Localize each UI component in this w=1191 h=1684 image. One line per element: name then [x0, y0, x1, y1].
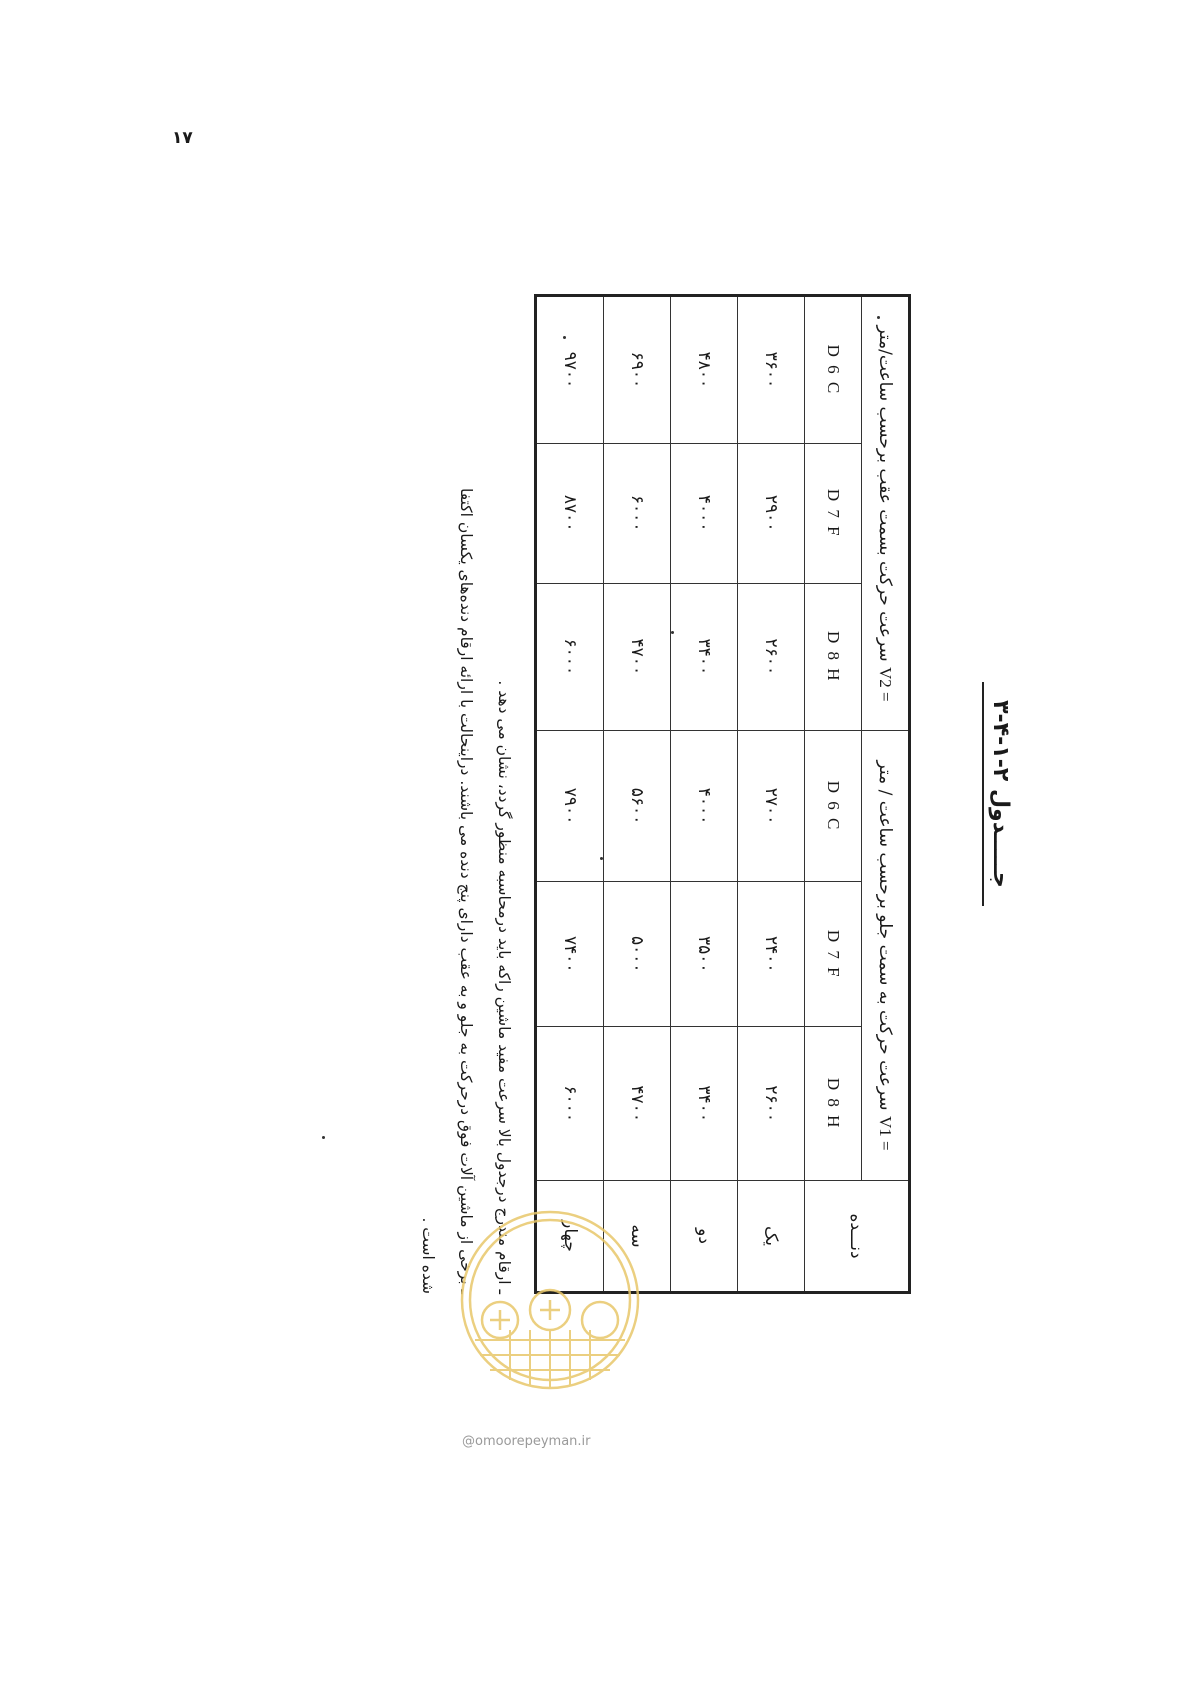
column-header: D 6 C — [805, 731, 862, 882]
column-header: D 8 H — [805, 583, 862, 731]
table-cell: ۸۷۰۰ — [536, 443, 604, 583]
table-cell: ۳۶۰۰ — [738, 296, 805, 444]
table-cell: ۴۷۰۰ — [604, 583, 671, 731]
notes — [409, 294, 523, 1294]
v2-symbol: V2 = — [876, 666, 895, 702]
caption-text: جـــــدول ۲-۱-۴-۳ — [982, 682, 1013, 906]
table-cell: ۹۷۰۰ — [536, 296, 604, 444]
watermark-label: @omoorepeyman.ir — [462, 1434, 591, 1449]
column-header: D 6 C — [805, 296, 862, 444]
table-cell: ۶۹۰۰ — [604, 296, 671, 444]
column-header: D 7 F — [805, 882, 862, 1027]
scan-speck — [671, 631, 674, 634]
backward-speed-header — [862, 296, 910, 731]
table-cell: ۵۶۰۰ — [604, 731, 671, 882]
gear-cell: سه — [604, 1181, 671, 1293]
forward-speed-label: سرعت حرکت به سمت جلو برحسب ساعت / متر — [875, 760, 895, 1111]
speed-table — [534, 294, 911, 1294]
column-header: D 7 F — [805, 443, 862, 583]
table-cell: ۴۰۰۰ — [671, 443, 738, 583]
rotated-content — [363, 294, 1013, 1294]
table-cell: ۶۰۰۰ — [536, 583, 604, 731]
table-cell: ۶۰۰۰ — [536, 1027, 604, 1181]
scan-speck — [600, 857, 603, 860]
gear-cell: دو — [671, 1181, 738, 1293]
v1-symbol: V1 = — [876, 1115, 895, 1151]
table-cell: ۲۶۰۰ — [738, 583, 805, 731]
table-cell: ۵۰۰۰ — [604, 882, 671, 1027]
page-number: ۱۷ — [172, 128, 193, 148]
watermark-logo — [455, 1180, 645, 1450]
table-cell: ۴۸۰۰ — [671, 296, 738, 444]
table-cell: ۶۰۰۰ — [604, 443, 671, 583]
table-row — [671, 296, 738, 1293]
table-cell: ۴۰۰۰ — [671, 731, 738, 882]
scan-speck — [322, 1136, 325, 1139]
column-header: D 8 H — [805, 1027, 862, 1181]
gear-cell: چهار — [536, 1181, 604, 1293]
table-row — [604, 296, 671, 1293]
table-cell: ۷۴۰۰ — [536, 882, 604, 1027]
scan-speck — [877, 316, 880, 319]
table-cell: ۷۹۰۰ — [536, 731, 604, 882]
table-cell: ۳۴۰۰ — [671, 1027, 738, 1181]
gear-header: دنـــده — [805, 1181, 910, 1293]
table-cell: ۲۷۰۰ — [738, 731, 805, 882]
table-cell: ۲۴۰۰ — [738, 882, 805, 1027]
table-cell: ۲۶۰۰ — [738, 1027, 805, 1181]
forward-speed-header — [862, 731, 910, 1181]
table-cell: ۳۵۰۰ — [671, 882, 738, 1027]
scan-speck — [563, 336, 566, 339]
table-cell: ۳۴۰۰ — [671, 583, 738, 731]
table-cell: ۲۹۰۰ — [738, 443, 805, 583]
table-row — [536, 296, 604, 1293]
table-caption — [973, 294, 1013, 1294]
gear-cell: یک — [738, 1181, 805, 1293]
table-cell: ۴۷۰۰ — [604, 1027, 671, 1181]
note-line: ـ برخی از ماشین آلات فوق درحرکت به جلو و به عقب دارای پنج دنده می باشند. دراینحالت با ارائه ارقام دنده‌های یکسان اکتفا — [457, 487, 475, 1294]
note-line: ـ ارقام مندرج درجدول بالا سرعت مفید ماشین راکه باید درمحاسبه منظور گردد، نشان می دهد . — [495, 680, 513, 1294]
note-line: شده است . — [419, 1217, 437, 1294]
backward-speed-label: سرعت حرکت بسمت عقب برحسب ساعت/متر — [875, 325, 895, 662]
table-row — [738, 296, 805, 1293]
